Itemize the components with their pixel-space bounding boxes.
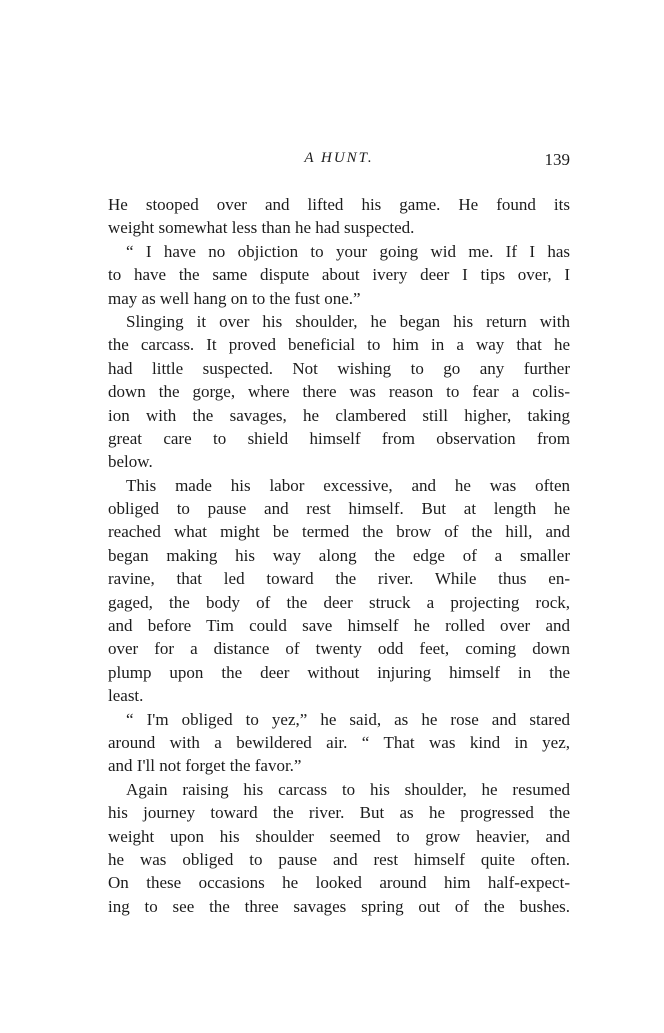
text-line: On these occasions he looked around him half-expect- [108, 873, 570, 893]
text-line: over for a distance of twenty odd feet, coming down [108, 639, 570, 659]
text-line: his journey toward the river. But as he progressed the [108, 803, 570, 823]
text-line: great care to shield himself from observation from [108, 428, 570, 448]
text-line: around with a bewildered air. “ That was kind in yez, [108, 732, 570, 752]
text-line: reached what might be termed the brow of the hill, and [108, 522, 570, 542]
text-line: plump upon the deer without injuring himself in the [108, 662, 570, 682]
text-line: obliged to pause and rest himself. But at length he [108, 499, 570, 519]
text-line: ion with the savages, he clambered still higher, taking [108, 405, 570, 425]
text-line: and I'll not forget the favor.” [108, 756, 302, 776]
text-line: He stooped over and lifted his game. He found its [108, 195, 570, 214]
text-line: least. [108, 686, 144, 706]
running-head: A HUNT. [304, 150, 374, 166]
text-line: gaged, the body of the deer struck a projecting rock, [108, 592, 570, 612]
text-line: below. [108, 452, 153, 472]
text-line: began making his way along the edge of a smaller [108, 545, 570, 565]
text-line: and before Tim could save himself he rolled over and [108, 616, 570, 636]
text-line: ing to see the three savages spring out of the bushes. [108, 896, 570, 916]
text-line: weight upon his shoulder seemed to grow heavier, and [108, 826, 570, 846]
text-line: he was obliged to pause and rest himself quite often. [108, 849, 570, 869]
text-line: may as well hang on to the fust one.” [108, 288, 361, 308]
text-line: “ I have no objiction to your going wid me. If I has [126, 241, 570, 261]
text-line: weight somewhat less than he had suspected. [108, 218, 415, 238]
page-number: 139 [544, 150, 570, 169]
text-line: ravine, that led toward the river. While thus en- [108, 569, 570, 589]
page-header [108, 150, 570, 176]
body-text [108, 193, 570, 918]
text-line: the carcass. It proved beneficial to him in a way that he [108, 335, 570, 355]
text-line: Again raising his carcass to his shoulder, he resumed [126, 779, 570, 799]
text-line: This made his labor excessive, and he was often [126, 475, 570, 495]
text-line: down the gorge, where there was reason to fear a colis- [108, 382, 570, 402]
text-line: to have the same dispute about ivery deer I tips over, I [108, 265, 570, 285]
text-line: had little suspected. Not wishing to go any further [108, 358, 570, 378]
text-line: Slinging it over his shoulder, he began his return with [126, 311, 570, 331]
text-line: “ I'm obliged to yez,” he said, as he rose and stared [126, 709, 570, 729]
